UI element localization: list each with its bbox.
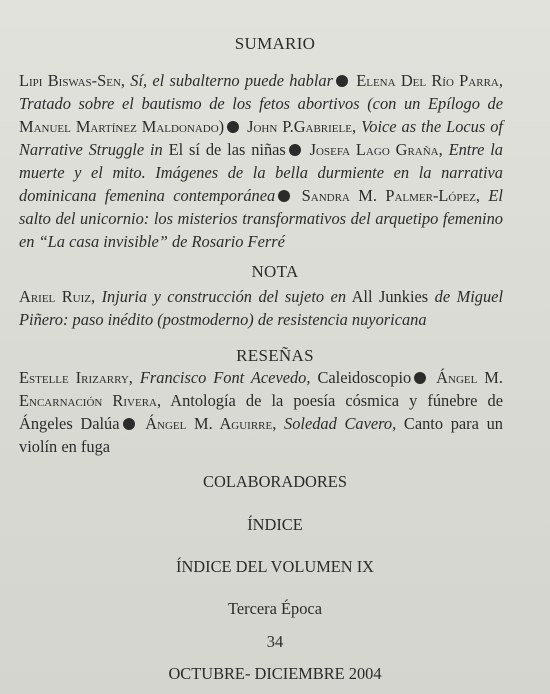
bullet-icon bbox=[289, 144, 301, 156]
author: Lipi Biswas-Sen, bbox=[19, 71, 125, 90]
article-title: Voice as the Locus of Narrative Struggle in bbox=[19, 117, 503, 159]
resenas-block bbox=[19, 366, 503, 458]
author: Josefa Lago Graña, bbox=[309, 140, 443, 159]
work-title: Canto para un violín en fuga bbox=[19, 414, 503, 456]
author: Ángel M. Aguirre, bbox=[145, 414, 277, 433]
author: John P.Gabriele, bbox=[247, 117, 357, 136]
epoca-label: Tercera Época bbox=[228, 599, 322, 618]
reviewed-author: Soledad Cavero, bbox=[284, 414, 397, 433]
work-title: El sí de las niñas bbox=[168, 140, 286, 159]
author: Elena Del Río Parra, bbox=[356, 71, 503, 90]
article-title: Sí, el subalterno puede hablar bbox=[130, 71, 333, 90]
work-title: Caleidoscopio bbox=[317, 368, 412, 387]
article-title: El salto del unicornio: los misterios transformativos del arquetipo femenino en “La casa invisible” de Rosario Ferré bbox=[19, 186, 503, 251]
indice-heading: ÍNDICE bbox=[247, 515, 303, 534]
author: Sandra M. Palmer-López, bbox=[301, 186, 481, 205]
issue-date: OCTUBRE- DICIEMBRE 2004 bbox=[168, 664, 382, 683]
bullet-icon bbox=[227, 121, 239, 133]
article-title: Entre la muerte y el mito. Imágenes de la bella durmiente en la narrativa dominicana femenina contemporánea bbox=[19, 140, 503, 205]
bullet-icon bbox=[278, 190, 290, 202]
issue-number: 34 bbox=[266, 632, 284, 651]
colaboradores-heading: COLABORADORES bbox=[203, 472, 347, 491]
article-title: de Miguel Piñero: paso inédito (postmoderno) de resistencia nuyoricana bbox=[19, 287, 504, 329]
resenas-heading: RESEÑAS bbox=[236, 346, 314, 365]
bullet-icon bbox=[336, 75, 348, 87]
author: Ángel M. Encarnación Rivera, bbox=[19, 368, 503, 410]
bullet-icon bbox=[123, 418, 135, 430]
reviewed-author: Francisco Font Acevedo, bbox=[139, 368, 311, 387]
indice-volumen-heading: ÍNDICE DEL VOLUMEN IX bbox=[175, 557, 375, 576]
sumario-block bbox=[19, 69, 503, 253]
work-title: All Junkies bbox=[351, 287, 429, 306]
author: Manuel Martínez Maldonado) bbox=[19, 117, 225, 136]
bullet-icon bbox=[414, 372, 426, 384]
article-title: Injuria y construcción del sujeto en bbox=[101, 287, 347, 306]
author: Ariel Ruiz, bbox=[19, 287, 96, 306]
nota-heading: NOTA bbox=[251, 262, 299, 281]
nota-block bbox=[19, 285, 503, 331]
work-title: Antología de la poesía cósmica y fúnebre de Ángeles Dalúa bbox=[19, 391, 503, 433]
author: Estelle Irizarry, bbox=[19, 368, 133, 387]
article-title: Tratado sobre el bautismo de los fetos abortivos (con un Epílogo de bbox=[19, 94, 503, 113]
sumario-heading: SUMARIO bbox=[234, 34, 316, 53]
